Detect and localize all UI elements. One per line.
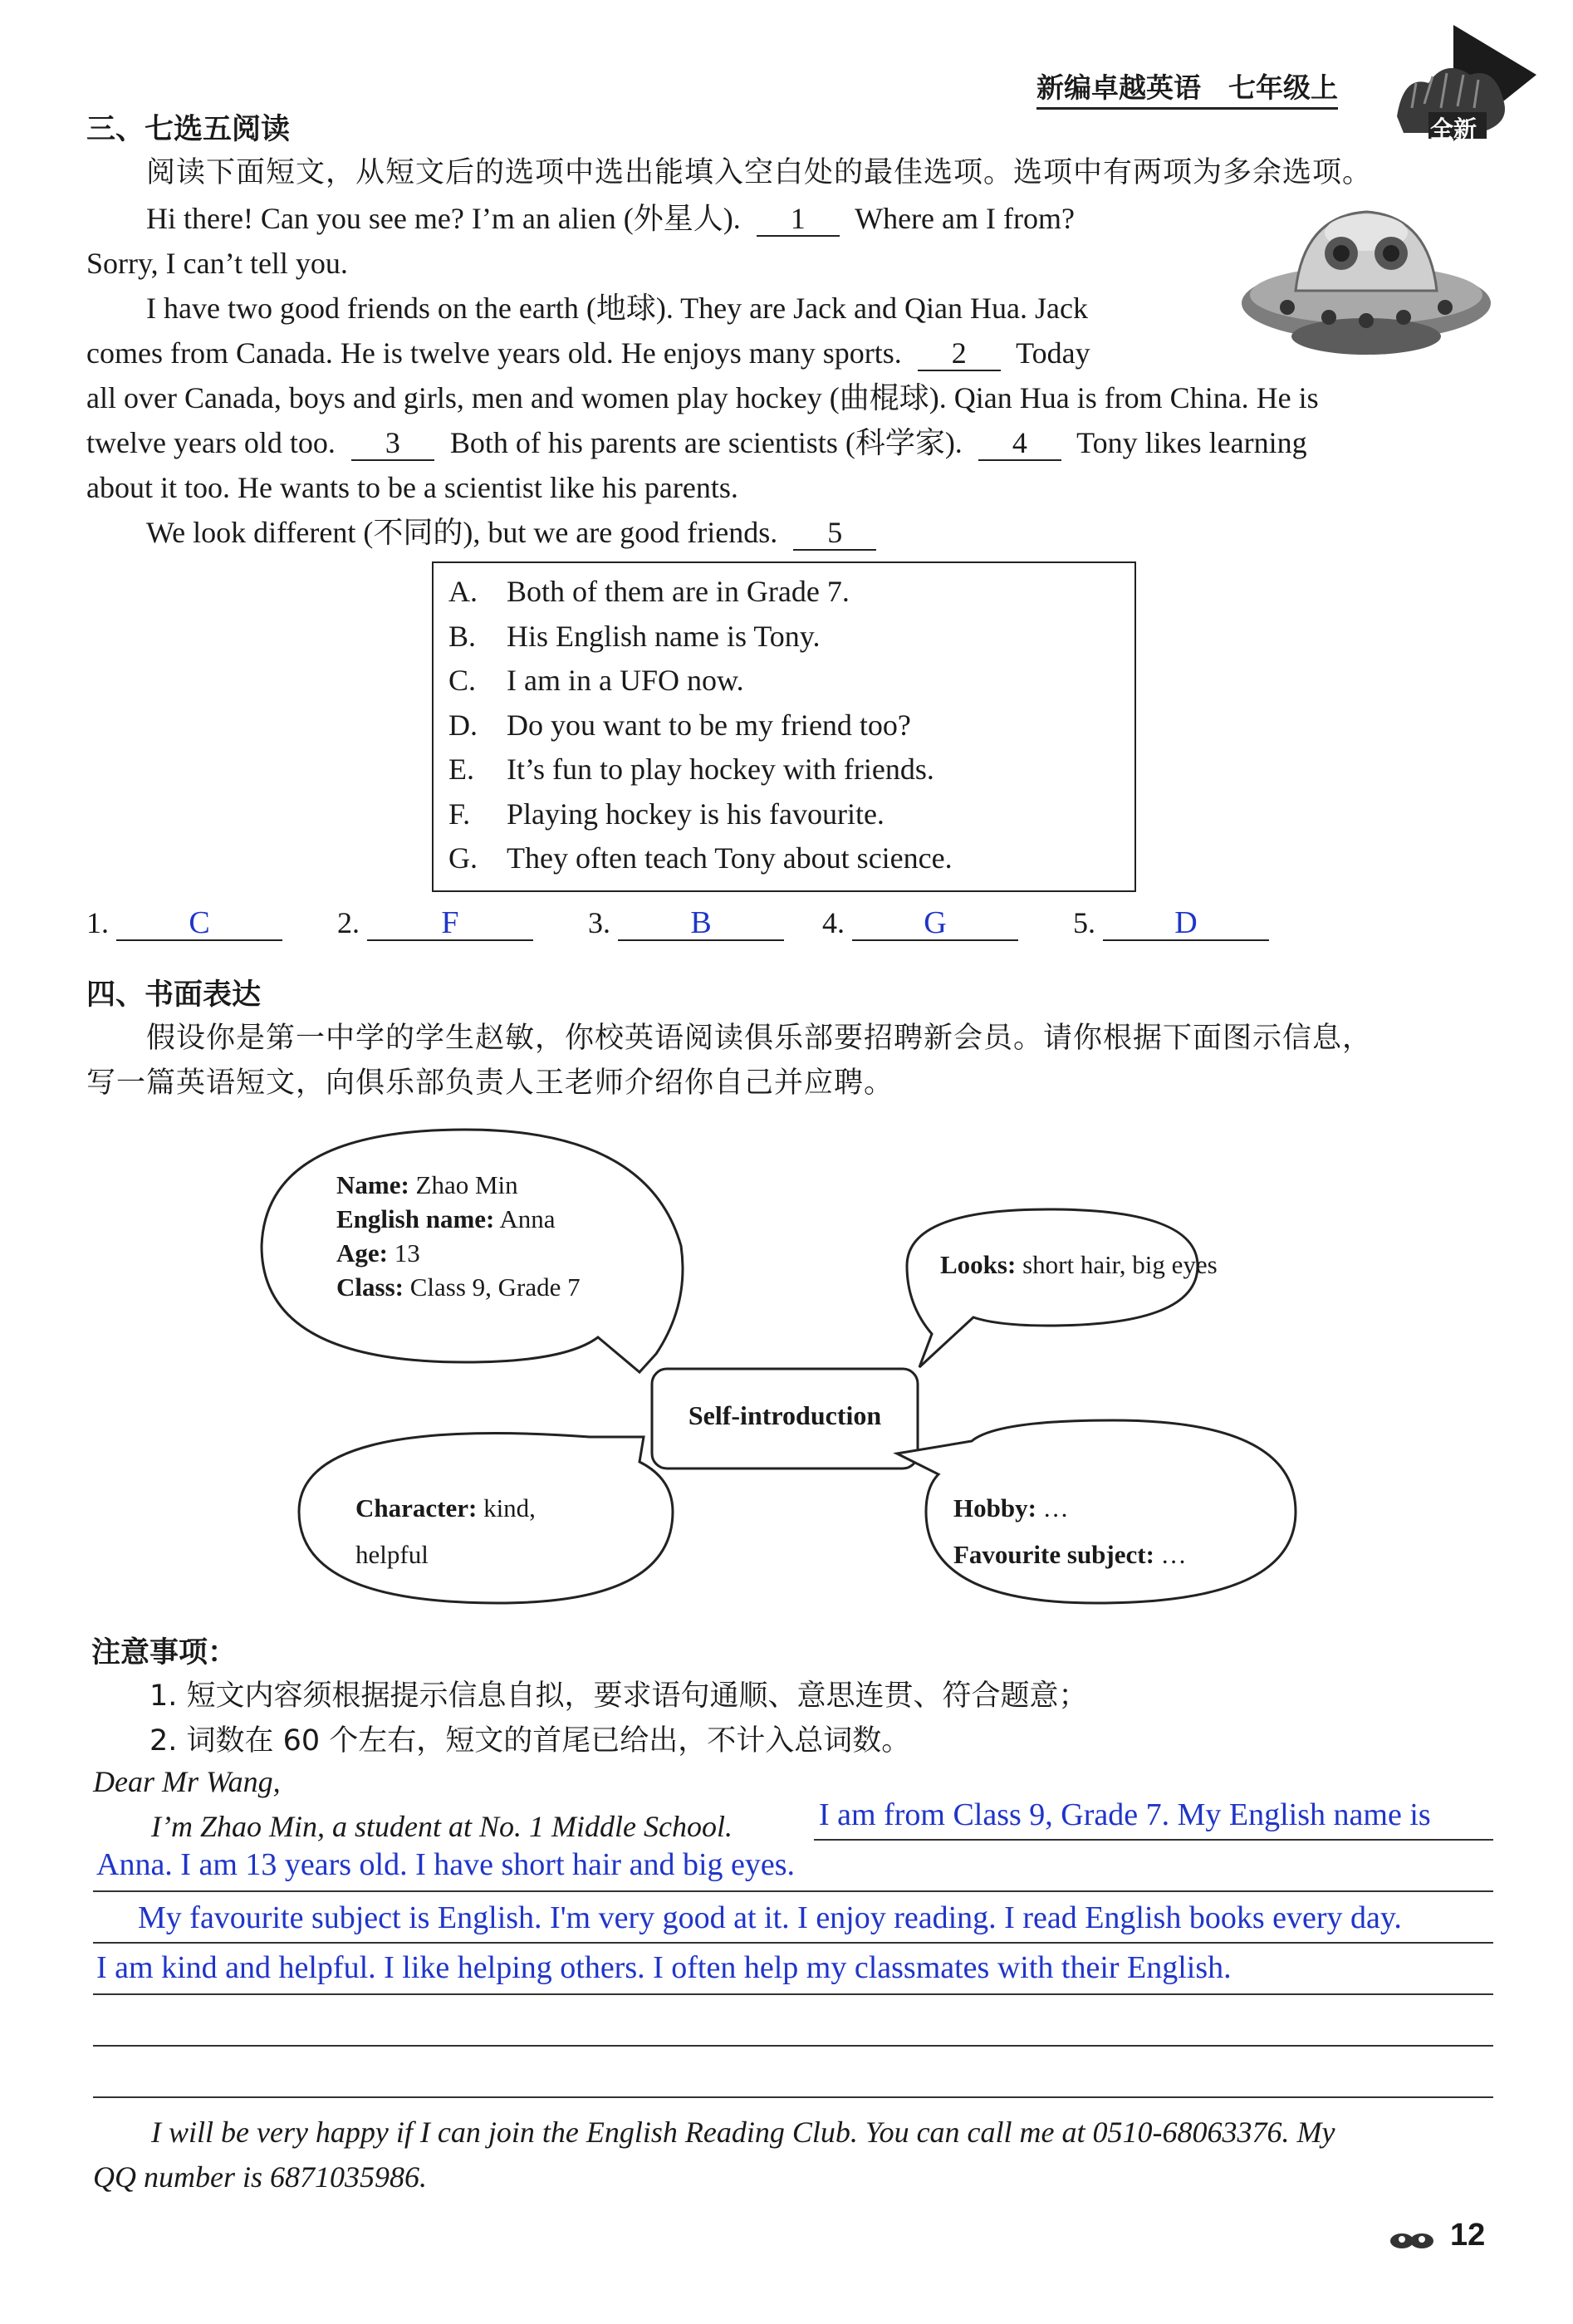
handwritten-line-4: I am kind and helpful. I like helping others. I often help my classmates with their English. xyxy=(96,1950,1232,1985)
note-1: 1. 短文内容须根据提示信息自拟，要求语句通顺、意思连贯、符合题意； xyxy=(149,1679,1088,1713)
handwritten-line-2: Anna. I am 13 years old. I have short hair and big eyes. xyxy=(96,1847,796,1882)
passage-line-8: We look different (不同的), but we are good friends. 5 xyxy=(146,510,885,555)
writing-line-5 xyxy=(93,2045,1493,2047)
english-name-line: English name: Anna xyxy=(336,1204,556,1233)
blank-5: 5 xyxy=(793,516,876,551)
footer-icon xyxy=(1389,2226,1435,2251)
passage-line-5: all over Canada, boys and girls, men and women play hockey (曲棍球). Qian Hua is from China. He is xyxy=(86,381,1319,414)
looks-bubble xyxy=(907,1209,1198,1367)
name-line: Name: Zhao Min xyxy=(336,1170,518,1199)
writing-line-1 xyxy=(814,1839,1493,1841)
notes-title: 注意事项： xyxy=(91,1636,238,1669)
header-badge: 全新 xyxy=(1430,115,1477,143)
section4-title: 四、书面表达 xyxy=(86,978,262,1012)
passage-line-4: comes from Canada. He is twelve years old. He enjoys many sports. 2 Today xyxy=(86,336,1090,370)
options-box xyxy=(432,561,1136,892)
letter-closing-2: QQ number is 6871035986. xyxy=(93,2160,427,2194)
letter-closing: I will be very happy if I can join the English Reading Club. You can call me at 0510-68063376. My xyxy=(151,2116,1335,2149)
book-title: 新编卓越英语 七年级上 xyxy=(1036,66,1338,110)
letter-opening: I’m Zhao Min, a student at No. 1 Middle School. xyxy=(151,1810,733,1843)
passage-line-2: Sorry, I can’t tell you. xyxy=(86,247,348,280)
age-line: Age: 13 xyxy=(336,1238,420,1267)
mind-map xyxy=(249,1121,1329,1620)
class-line: Class: Class 9, Grade 7 xyxy=(336,1272,581,1302)
handwritten-line-3: My favourite subject is English. I'm very good at it. I enjoy reading. I read English books every day. xyxy=(138,1900,1402,1935)
blank-1: 1 xyxy=(757,202,840,237)
center-label: Self-introduction xyxy=(688,1400,882,1430)
letter-greeting: Dear Mr Wang, xyxy=(93,1765,281,1798)
blank-4: 4 xyxy=(978,426,1061,461)
section3-instruction: 阅读下面短文，从短文后的选项中选出能填入空白处的最佳选项。选项中有两项为多余选项。 xyxy=(146,156,1373,189)
option-c: C. I am in a UFO now. xyxy=(448,664,744,697)
section3-title: 三、七选五阅读 xyxy=(86,113,291,146)
passage-line-3: I have two good friends on the earth (地球). They are Jack and Qian Hua. Jack xyxy=(146,292,1088,325)
writing-line-6 xyxy=(93,2096,1493,2098)
ufo-image xyxy=(1237,199,1495,374)
passage-line-7: about it too. He wants to be a scientist like his parents. xyxy=(86,471,738,504)
section4-instruction-2: 写一篇英语短文，向俱乐部负责人王老师介绍你自己并应聘。 xyxy=(86,1066,894,1100)
passage-line-6: twelve years old too. 3 Both of his parents are scientists (科学家). 4 Tony likes learning xyxy=(86,426,1307,459)
option-b: B. His English name is Tony. xyxy=(448,619,821,653)
blank-2: 2 xyxy=(918,336,1001,371)
answer-2: 2. F xyxy=(337,905,533,941)
answer-1: 1. C xyxy=(86,905,282,941)
page-number: 12 xyxy=(1450,2218,1486,2253)
section4-instruction-1: 假设你是第一中学的学生赵敏，你校英语阅读俱乐部要招聘新会员。请你根据下面图示信息， xyxy=(146,1022,1373,1055)
writing-line-2 xyxy=(93,1890,1493,1892)
note-2: 2. 词数在 60 个左右，短文的首尾已给出，不计入总词数。 xyxy=(149,1724,911,1758)
answer-5: 5. D xyxy=(1073,905,1269,941)
writing-line-3 xyxy=(93,1942,1493,1944)
answer-4: 4. G xyxy=(822,905,1018,941)
passage-line-1: Hi there! Can you see me? I’m an alien (外星人). 1 Where am I from? xyxy=(146,202,1075,235)
hobby-text: Hobby: … Favourite subject: … xyxy=(953,1493,1187,1569)
option-a: A. Both of them are in Grade 7. xyxy=(448,575,850,608)
character-text: Character: kind, helpful xyxy=(355,1493,536,1569)
writing-line-4 xyxy=(93,1993,1493,1995)
header-corner-graphic xyxy=(1395,25,1536,141)
info-text xyxy=(336,1168,581,1304)
option-g: G. They often teach Tony about science. xyxy=(448,841,953,875)
option-f: F. Playing hockey is his favourite. xyxy=(448,797,885,831)
looks-text: Looks: short hair, big eyes xyxy=(940,1250,1218,1279)
answer-3: 3. B xyxy=(588,905,784,941)
handwritten-line-1: I am from Class 9, Grade 7. My English name is xyxy=(819,1797,1431,1832)
option-d: D. Do you want to be my friend too? xyxy=(448,708,911,742)
option-e: E. It’s fun to play hockey with friends. xyxy=(448,753,934,786)
blank-3: 3 xyxy=(351,426,434,461)
